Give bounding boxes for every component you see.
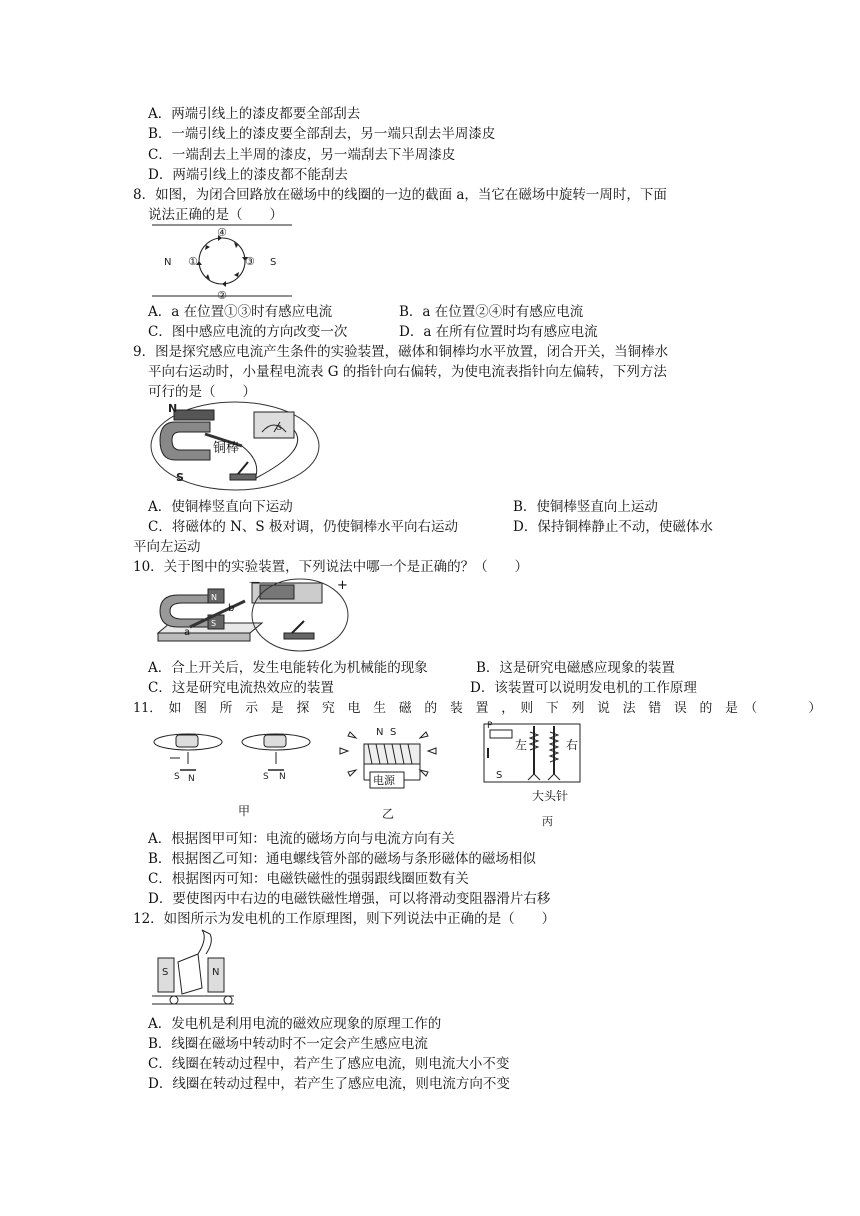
q8-fig-pos4: ④ <box>217 226 227 239</box>
q9-stem-line1: 9．图是探究感应电流产生条件的实验装置，磁体和铜棒均水平放置，闭合开关，当铜棒水 <box>133 344 669 360</box>
q11-fig-label-left: 左 <box>515 738 528 752</box>
q8-figure <box>150 222 300 300</box>
q10-fig-label-s: S <box>211 619 217 628</box>
q10-stem: 10．关于图中的实验装置，下列说法中哪一个是正确的？（ ） <box>133 559 529 575</box>
q11-fig-label-p: P <box>487 721 493 731</box>
q11-fig-jia-right-s: S <box>263 772 269 782</box>
q11-fig-label-power: 电源 <box>373 774 395 787</box>
q10-fig-label-b: b <box>228 603 235 614</box>
q10-figure <box>150 575 350 655</box>
q9-option-a: A．使铜棒竖直向下运动 <box>148 499 293 515</box>
q11-fig-label-yi: 乙 <box>382 807 395 821</box>
q9-option-c: C．将磁体的 N、S 极对调，仍使铜棒水平向右运动 <box>148 519 458 535</box>
q10-fig-label-plus: + <box>337 578 348 593</box>
q9-option-d-line1: D．保持铜棒静止不动，使磁体水 <box>513 519 713 535</box>
q11-option-c: C．根据图丙可知：电磁铁磁性的强弱跟线圈匝数有关 <box>148 871 469 887</box>
q10-option-b: B．这是研究电磁感应现象的装置 <box>476 660 675 676</box>
q11-fig-bing-s: S <box>496 770 503 781</box>
q11-figure <box>150 718 590 830</box>
q8-fig-pos3: ③ <box>245 255 255 268</box>
q11-fig-jia-left-n: N <box>188 774 195 784</box>
q10-option-d: D．该装置可以说明发电机的工作原理 <box>470 680 697 696</box>
q7-option-c: C．一端刮去上半周的漆皮，另一端刮去下半周漆皮 <box>148 147 456 163</box>
q8-fig-pos1: ① <box>188 255 198 268</box>
q9-fig-label-g: G <box>276 424 282 432</box>
q8-fig-pos2: ② <box>217 289 227 300</box>
q11-option-d: D．要使图丙中右边的电磁铁磁性增强，可以将滑动变阻器滑片右移 <box>148 891 551 907</box>
q9-stem-line2: 平向右运动时，小量程电流表 G 的指针向右偏转，为使电流表指针向左偏转，下列方法 <box>148 364 667 380</box>
q12-figure <box>148 928 240 1014</box>
q12-fig-label-s: S <box>162 967 169 978</box>
q10-option-a: A．合上开关后，发生电能转化为机械能的现象 <box>148 660 428 676</box>
q7-option-d: D．两端引线上的漆皮都不能刮去 <box>148 167 348 183</box>
q11-option-a: A．根据图甲可知：电流的磁场方向与电流方向有关 <box>148 831 455 847</box>
q11-option-b: B．根据图乙可知：通电螺线管外部的磁场与条形磁体的磁场相似 <box>148 851 536 867</box>
q7-option-b: B．一端引线上的漆皮要全部刮去，另一端只刮去半周漆皮 <box>148 126 496 142</box>
q9-figure <box>150 400 330 492</box>
q9-fig-label-n: N <box>168 402 178 415</box>
q8-stem-line2: 说法正确的是（ ） <box>148 207 283 223</box>
q12-option-a: A．发电机是利用电流的磁效应现象的原理工作的 <box>148 1016 442 1032</box>
q10-option-c: C．这是研究电流热效应的装置 <box>148 680 334 696</box>
q7-option-a: A．两端引线上的漆皮都要全部刮去 <box>148 106 361 122</box>
q8-option-a: A．a 在位置①③时有感应电流 <box>148 304 333 320</box>
q11-fig-yi-s: S <box>390 727 397 738</box>
q11-fig-label-pin: 大头针 <box>532 789 569 803</box>
q11-stem: 11． 如 图 所 示 是 探 究 电 生 磁 的 装 置 ， 则 下 列 说 法 错 误 的 是 （ ） <box>133 701 822 716</box>
q8-fig-label-n: N <box>164 257 172 268</box>
q11-fig-label-right: 右 <box>566 738 579 752</box>
q12-fig-label-n: N <box>212 967 220 978</box>
q12-option-c: C．线圈在转动过程中，若产生了感应电流，则电流大小不变 <box>148 1056 510 1072</box>
q8-stem-line1: 8．如图，为闭合回路放在磁场中的线圈的一边的截面 a，当它在磁场中旋转一周时，下面 <box>133 187 667 203</box>
q12-option-d: D．线圈在转动过程中，若产生了感应电流，则电流方向不变 <box>148 1076 510 1092</box>
q11-fig-label-bing: 丙 <box>542 815 553 828</box>
q11-fig-jia-left-s: S <box>174 772 180 782</box>
q10-fig-label-minus: － <box>248 576 262 591</box>
q12-stem: 12．如图所示为发电机的工作原理图，则下列说法中正确的是（ ） <box>133 911 556 927</box>
q9-fig-label-rod: 铜棒 <box>213 441 240 456</box>
q8-option-c: C．图中感应电流的方向改变一次 <box>148 324 348 340</box>
q9-option-d-line2: 平向左运动 <box>133 539 201 555</box>
q11-fig-yi-n: N <box>376 727 384 738</box>
q8-fig-label-s: S <box>270 257 277 268</box>
q9-option-b: B．使铜棒竖直向上运动 <box>513 499 658 515</box>
q11-fig-jia-right-n: N <box>279 772 286 782</box>
q9-stem-line3: 可行的是（ ） <box>148 384 256 400</box>
q8-option-d: D．a 在所有位置时均有感应电流 <box>399 324 598 340</box>
q10-fig-label-a: a <box>184 627 191 638</box>
q10-fig-label-n: N <box>211 593 217 602</box>
q8-option-b: B．a 在位置②④时有感应电流 <box>399 304 584 320</box>
q11-fig-label-jia: 甲 <box>238 804 251 818</box>
q12-option-b: B．线圈在磁场中转动时不一定会产生感应电流 <box>148 1036 428 1052</box>
q9-fig-label-s: S <box>176 471 184 484</box>
